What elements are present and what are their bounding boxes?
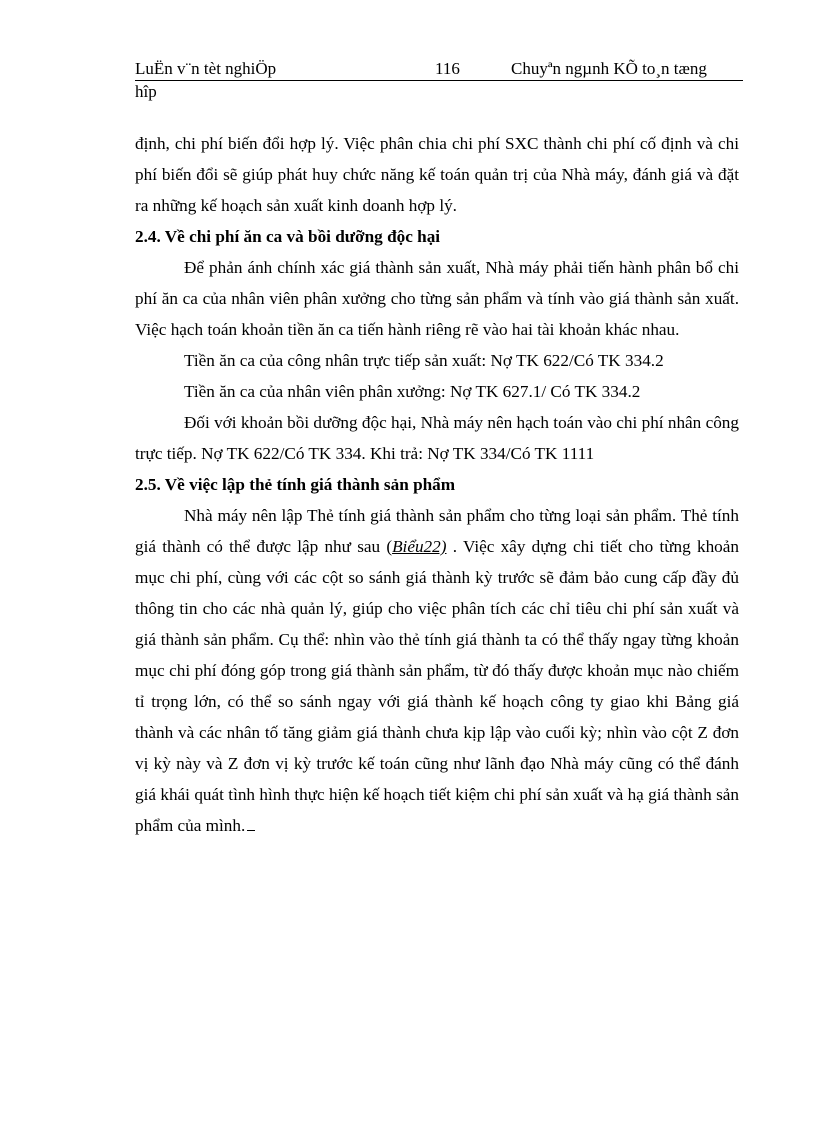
paragraph-worker-meal-entry: Tiền ăn ca của công nhân trực tiếp sản xuất: Nợ TK 622/Có TK 334.2 [184,351,664,370]
document-body [135,128,739,841]
paragraph-hazard-allowance: Đối với khoản bồi dưỡng độc hại, Nhà máy nên hạch toán vào chi phí nhân công trực tiếp. Nợ TK 622/Có TK 334. Khi trả: Nợ TK 334/Có TK 1111 [135,413,739,463]
text-cursor [247,816,255,831]
header-page-number: 116 [435,59,460,78]
header-major-wrap: hîp [135,82,157,101]
section-heading-2-5: 2.5. Về việc lập thẻ tính giá thành sản phẩm [135,475,456,494]
header-major: Chuyªn ngµnh KÕ to¸n tæng [511,59,707,78]
cost-card-text-start: Nhà máy nên lập Thẻ tính giá thành sản phẩm cho từng loại sản phẩm. Thẻ tính giá thành có thể được lập như sau ( [135,506,739,556]
cost-card-text-end: . Việc xây dựng chi tiết cho từng khoản mục chi phí, cùng với các cột so sánh giá thành kỳ trước sẽ đảm bảo cung cấp đầy đủ thông tin cho các nhà quản lý, giúp cho việc phân tích các chỉ tiêu chi phí sản xuất và giá thành sản phẩm. Cụ thể: nhìn vào thẻ tính giá thành ta có thể thấy ngay từng khoản mục chi phí đóng góp trong giá thành sản phẩm, từ đó thấy được khoản mục nào chiếm tỉ trọng lớn, có thể so sánh ngay với giá thành kế hoạch công ty giao khi Bảng giá thành và các nhân tố tăng giảm giá thành chưa kịp lập vào cuối kỳ; nhìn vào cột Z đơn vị kỳ này và Z đơn vị kỳ trước kế toán cũng như lãnh đạo Nhà máy cũng có thể đánh giá khái quát tình hình thực hiện kế hoạch tiết kiệm chi phí sản xuất và hạ giá thành sản phẩm của mình. [135,537,739,835]
header-line [135,58,743,81]
section-heading-2-4: 2.4. Về chi phí ăn ca và bồi dưỡng độc hại [135,227,441,246]
paragraph-meal-allocation: Để phản ánh chính xác giá thành sản xuất, Nhà máy phải tiến hành phân bổ chi phí ăn ca của nhân viên phân xưởng cho từng sản phẩm và tính vào giá thành sản xuất. Việc hạch toán khoản tiền ăn ca tiến hành riêng rẽ vào hai tài khoản khác nhau. [135,258,739,339]
paragraph-staff-meal-entry: Tiền ăn ca của nhân viên phân xưởng: Nợ TK 627.1/ Có TK 334.2 [184,382,641,401]
paragraph-cost-card [135,500,739,841]
paragraph-continuation: định, chi phí biến đổi hợp lý. Việc phân chia chi phí SXC thành chi phí cố định và chi phí biến đổi sẽ giúp phát huy chức năng kế toán quản trị của Nhà máy, đánh giá và đặt ra những kế hoạch sản xuất kinh doanh hợp lý. [135,134,739,215]
header-thesis-title: LuËn v¨n tèt nghiÖp [135,59,277,78]
page-header [135,58,743,103]
bieu22-link[interactable]: Biểu22) [392,537,447,556]
